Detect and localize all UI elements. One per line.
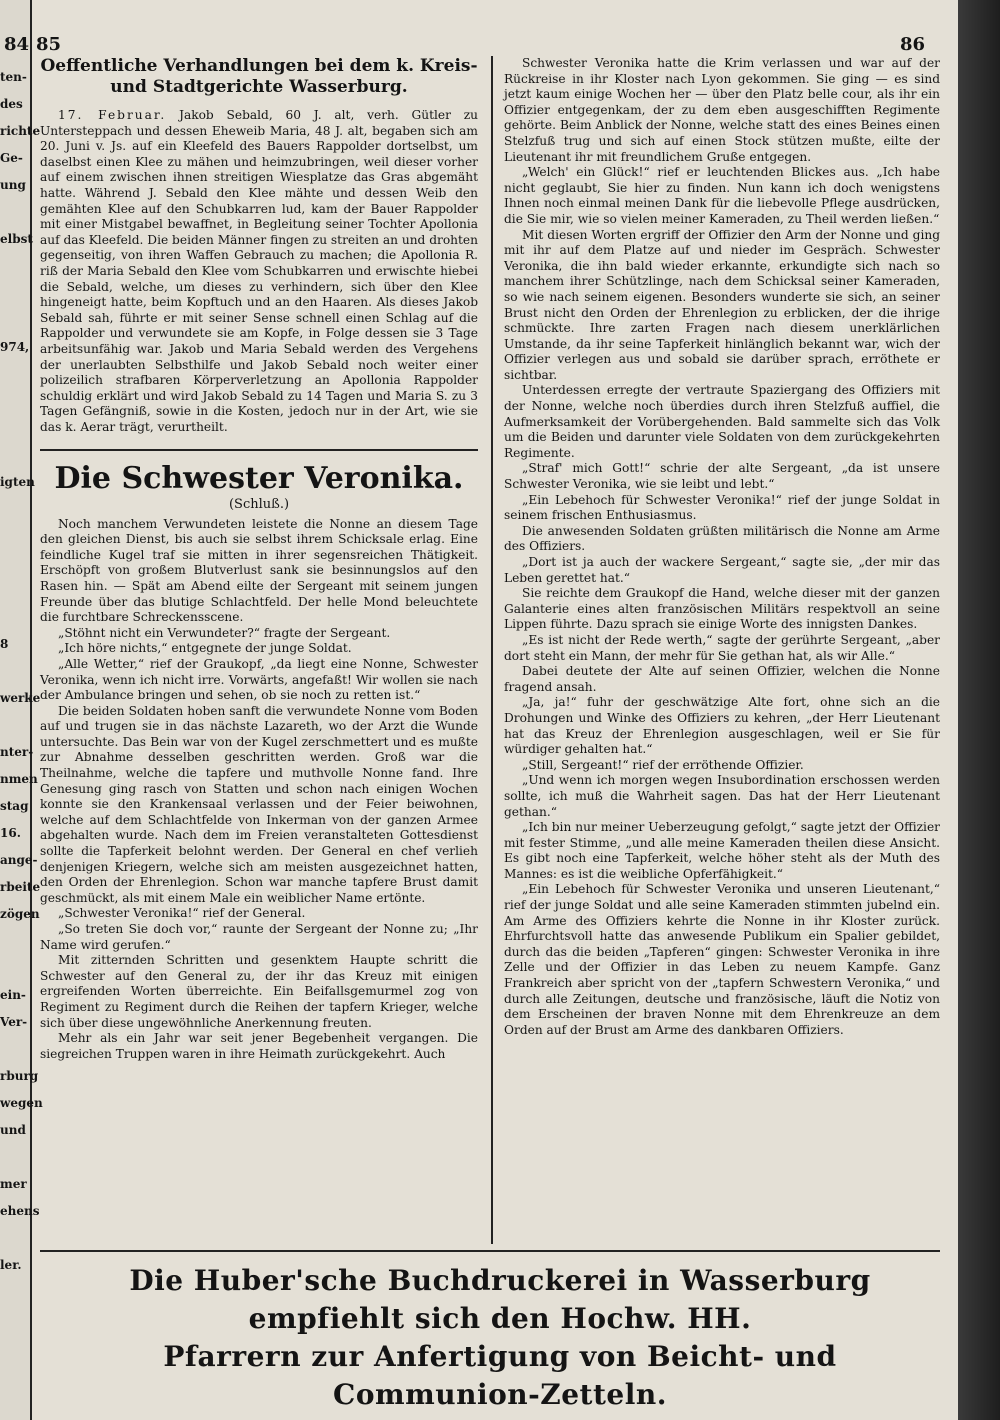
story-paragraph: Unterdessen erregte der vertraute Spaziergang des Offiziers mit der Nonne, welche noch überdies durch ihren Stelzfuß auffiel, die Aufmerksamkeit der Vorübergehenden. Bald sammelte sich das Volk um die Beiden und darunter viele Soldaten von dem zurückgekehrten Regimente. [504,383,940,460]
story-paragraph: „Ich höre nichts,“ entgegnete der junge Soldat. [58,641,352,656]
story-paragraph: „Straf' mich Gott!“ schrie der alte Sergeant, „da ist unsere Schwester Veronika, wie sie leibt und lebt.“ [504,461,940,492]
story-paragraph: Mit diesen Worten ergriff der Offizier den Arm der Nonne und ging mit ihr auf dem Platze auf und nieder im Gespräch. Schwester Veronika, die ihn bald wieder erkannte, erkundigte sich nach so manchem ihrer Schützlinge, nach dem Schicksal seiner Kameraden, so wie nach seinem eigenen. Besonders wunderte sie sich, an seiner Brust nicht den Orden der Ehrenlegion zu erblicken, der die ihrige schmückte. Ihre zarten Fragen nach diesem unerklärlichen Umstande, da ihr seine Tapferkeit hinlänglich bekannt war, wich der Offizier verlegen aus und sobald sie darüber sprach, erröthete er sichtbar. [504,227,940,382]
prev-margin-fragment: 8 [0,637,9,651]
prev-margin-fragment: elbst [0,232,33,246]
prev-margin-fragment: nmen [0,772,38,786]
story-paragraph: „Stöhnt nicht ein Verwundeter?“ fragte der Sergeant. [58,625,391,640]
story-paragraph: „Ich bin nur meiner Ueberzeugung gefolgt,“ sagte jetzt der Offizier mit fester Stimme, „und alle meine Kameraden theilen diese Ansicht. Es gibt noch eine Tapferkeit, welche höher steht als der Muth des Mannes: es ist die weibliche Opferfähigkeit.“ [504,820,940,881]
prev-margin-fragment: rbeite [0,880,41,894]
story-paragraph: Noch manchem Verwundeten leistete die Nonne an diesem Tage den gleichen Dienst, bis auch sie selbst ihrem Schicksale erlag. Eine feindliche Kugel traf sie mitten in ihrer segensreichen Thätigkeit. Erschöpft von großem Blutverlust sank sie besinnungslos auf den Rasen hin. — Spät am Abend eilte der Sergeant mit seinem jungen Freunde über das blutige Schlachtfeld. Der helle Mond beleuchtete die furchtbare Schreckensscene. [40,516,478,625]
story-paragraph: „Und wenn ich morgen wegen Insubordination erschossen werden sollte, ich muß die Wahrheit sagen. Das hat der Herr Lieutenant gethan.“ [504,773,940,819]
prev-margin-fragment: ein- [0,988,26,1002]
prev-margin-fragment: und [0,1123,26,1137]
story-title: Die Schwester Veronika. [54,460,464,496]
right-column [504,56,940,1038]
prev-margin-fragment: ehens [0,1204,40,1218]
page-edge [958,0,1000,1420]
story-paragraph: „Dort ist ja auch der wackere Sergeant,“ sagte sie, „der mir das Leben gerettet hat.“ [504,555,940,585]
prev-page-number: 84 [4,34,30,55]
story-paragraph: „Ein Lebehoch für Schwester Veronika!“ rief der junge Soldat in seinem frischen Enthusiasmus. [504,492,940,523]
story-paragraph: Sie reichte dem Graukopf die Hand, welche dieser mit der ganzen Galanterie eines alten französischen Militärs respektvoll an seine Lippen führte. Dazu sprach sie einige Worte des innigsten Dankes. [504,586,940,632]
prev-margin-fragment: stag [0,799,29,813]
previous-page-margin [0,0,43,1420]
prev-margin-fragment: des [0,97,23,111]
story-paragraph: Dabei deutete der Alte auf seinen Offizier, welchen die Nonne fragend ansah. [504,664,940,694]
left-column [40,56,478,1062]
story-paragraph: „Schwester Veronika!“ rief der General. [58,906,306,921]
story-right-text [504,56,940,1038]
prev-margin-fragment: Ver- [0,1015,28,1029]
prev-margin-fragment: 974, [0,340,30,354]
prev-margin-fragment: ler. [0,1258,22,1272]
advertisement [60,1262,940,1414]
advert-line-1: Die Huber'sche Buchdruckerei in Wasserburg empfiehlt sich den Hochw. HH. [129,1264,871,1335]
right-page-number: 86 [900,34,926,55]
section-divider [40,449,478,451]
story-paragraph: Die anwesenden Soldaten grüßten militärisch die Nonne am Arme des Offiziers. [504,523,940,554]
prev-margin-fragment: rburg [0,1069,39,1083]
prev-margin-fragment: zögen [0,907,40,921]
story-paragraph: Mehr als ein Jahr war seit jener Begebenheit vergangen. Die siegreichen Truppen waren in ihre Heimath zurückgekehrt. Auch [40,1031,478,1061]
column-rule [491,56,493,1244]
story-paragraph: „Still, Sergeant!“ rief der erröthende Offizier. [522,757,804,772]
story-paragraph: Die beiden Soldaten hoben sanft die verwundete Nonne vom Boden auf und trugen sie in das nächste Lazareth, wo der Arzt die Wunde untersuchte. Das Bein war von der Kugel zerschmettert und es mußte zur Abnahme desselben geschritten werden. Groß war die Theilnahme, welche die tapfere und muthvolle Nonne fand. Ihre Genesung ging rasch von Statten und schon nach einigen Wochen konnte sie den Krankensaal verlassen und der Feier beiwohnen, welche auf dem Schlachtfelde von Inkerman von der ganzen Armee abgehalten wurde. Nach dem im Freien veranstalteten Gottesdienst sollte die Tapferkeit belohnt werden. Der General en chef verlieh denjenigen Kriegern, welche sich am meisten ausgezeichnet hatten, den Orden der Ehrenlegion. Schon war manche tapfere Brust damit geschmückt, als mit einem Male ein weiblicher Name ertönte. [40,703,478,905]
court-date: 17. Februar. [58,108,167,122]
prev-margin-fragment: ung [0,178,26,192]
prev-margin-fragment: Ge- [0,151,23,165]
court-headline: Oeffentliche Verhandlungen bei dem k. Kreis- und Stadtgerichte Wasserburg. [40,56,478,97]
story-paragraph: Schwester Veronika hatte die Krim verlassen und war auf der Rückreise in ihr Kloster nach Lyon gekommen. Sie ging — es sind jetzt kaum einige Wochen her — über den Platz belle cour, als ihr ein Offizier entgegenkam, der zu dem eben ausgeschifften Regimente gehörte. Beim Anblick der Nonne, welche statt des eines Beines einen Stelzfuß trug und sich auf einen Stock stützen mußte, eilte der Lieutenant ihr mit freundlichem Gruße entgegen. [504,56,940,164]
prev-margin-fragment: wegen [0,1096,43,1110]
story-paragraph: „Welch' ein Glück!“ rief er leuchtenden Blickes aus. „Ich habe nicht geglaubt, Sie hier zu finden. Nun kann ich doch wenigstens Ihnen noch einmal meinen Dank für die liebevolle Pflege ausdrücken, die Sie mir, wie so vielen meiner Kameraden, zu Theil werden ließen.“ [504,165,940,226]
court-text: Jakob Sebald, 60 J. alt, verh. Gütler zu Untersteppach und dessen Eheweib Maria, 48 J. alt, begaben sich am 20. Juni v. Js. auf ein Kleefeld des Bauers Rappolder dortselbst, um daselbst einen Klee zu mähen und heimzubringen, weil dieser vorher auf einem zwischen ihnen streitigen Wiesplatze das Gras abgemäht hatte. Während J. Sebald den Klee mähte und dessen Weib den gemähten Klee auf den Schubkarren lud, kam der Bauer Rappolder mit einer Mistgabel bewaffnet, in Begleitung seiner Tochter Apollonia auf das Kleefeld. Die beiden Männer fingen zu streiten an und drohten gegenseitig, von ihren Waffen Gebrauch zu machen; die Apollonia R. riß der Maria Sebald den Klee vom Schubkarren und erwischte hiebei die Sebald, welche, um dieses zu verhindern, sich über den Klee hingeneigt hatte, beim Kopftuch und an den Haaren. Als dieses Jakob Sebald sah, führte er mit seiner Sense schnell einen Schlag auf die Rappolder und verwundete sie am Kopfe, in Folge dessen sie 3 Tage arbeitsunfähig war. Jakob und Maria Sebald werden des Vergehens der unerlaubten Selbsthilfe und Jakob Sebald noch weiter einer polizeilich strafbaren Körperverletzung an Apollonia Rappolder schuldig erklärt und wird Jakob Sebald zu 14 Tagen und Maria S. zu 3 Tagen Gefängniß, sowie in die Kosten, jedoch nur in der Art, wie sie das k. Aerar trägt, verurtheilt. [40,108,478,434]
prev-margin-fragment: 16. [0,826,21,840]
footer-divider [40,1250,940,1252]
prev-margin-fragment: ten- [0,70,27,84]
story-paragraph: „Ein Lebehoch für Schwester Veronika und unseren Lieutenant,“ rief der junge Soldat und alle seine Kameraden stimmten jubelnd ein. Am Arme des Offiziers kehrte die Nonne in ihr Kloster zurück. Ehrfurchtsvoll hatte das anwesende Publikum ein Spalier gebildet, durch das die beiden „Tapferen“ gingen: Schwester Veronika in ihre Zelle und der Offizier in das Leben zu neuem Kampfe. Ganz Frankreich aber spricht von der „tapfern Schwestern Veronika,“ und durch alle Zeitungen, deutsche und französische, läuft die Notiz von dem Erscheinen der braven Nonne mit dem Ehrenkreuze an dem Orden auf der Brust am Arme des dankbaren Offiziers. [504,882,940,1037]
story-paragraph: Mit zitternden Schritten und gesenktem Haupte schritt die Schwester auf den General zu, der ihr das Kreuz mit einigen ergreifenden Worten überreichte. Ein Beifallsgemurmel zog von Regiment zu Regiment durch die Reihen der tapfern Krieger, welche sich über diese ungewöhnliche Anerkennung freuten. [40,953,478,1030]
story-subtitle: (Schluß.) [228,496,290,512]
advert-line-2: Pfarrern zur Anfertigung von Beicht- und Communion-Zetteln. [163,1340,837,1411]
prev-margin-fragment: igten [0,475,35,489]
prev-margin-fragment: ange- [0,853,38,867]
prev-margin-fragment: nter- [0,745,34,759]
prev-margin-fragment: richte [0,124,41,138]
story-left-text [40,517,478,1063]
story-paragraph: „So treten Sie doch vor,“ raunte der Sergeant der Nonne zu; „Ihr Name wird gerufen.“ [40,922,478,952]
court-report [40,108,478,435]
story-paragraph: „Ja, ja!“ fuhr der geschwätzige Alte fort, ohne sich an die Drohungen und Winke des Offiziers zu kehren, „der Herr Lieutenant hat das Kreuz der Ehrenlegion ausgeschlagen, weil er Sie für würdiger gehalten hat.“ [504,695,940,757]
prev-margin-fragment: mer [0,1177,27,1191]
left-page-number: 85 [36,34,62,55]
prev-margin-fragment: werke [0,691,41,705]
story-paragraph: „Es ist nicht der Rede werth,“ sagte der gerührte Sergeant, „aber dort steht ein Mann, der mehr für Sie gethan hat, als wir Alle.“ [504,632,940,663]
story-paragraph: „Alle Wetter,“ rief der Graukopf, „da liegt eine Nonne, Schwester Veronika, wenn ich nicht irre. Vorwärts, angefaßt! Wir wollen sie nach der Ambulance bringen und sehen, ob sie noch zu retten ist.“ [40,656,478,703]
